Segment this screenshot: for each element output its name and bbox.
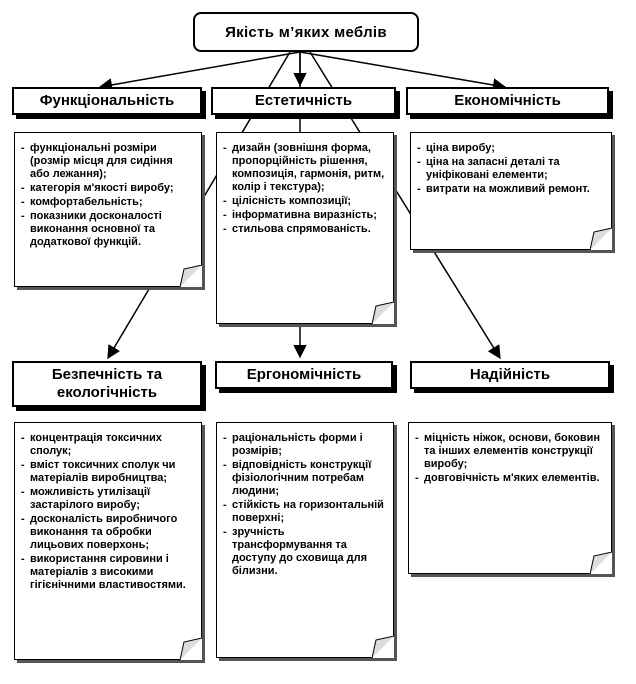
- list-item: - вміст токсичних сполук чи матеріалів виробництва;: [21, 459, 176, 484]
- list-item: - інформативна виразність;: [223, 209, 377, 221]
- reliability-list: [415, 432, 605, 485]
- header-aesthetics-label: Естетичність: [254, 92, 353, 109]
- header-economy-label: Економічність: [454, 92, 561, 109]
- note-ergonomics: [216, 422, 394, 658]
- page-fold-icon: [180, 265, 202, 287]
- list-item: - дизайн (зовнішня форма, пропорційність рішення, композиція, гармонія, ритм, колір і текстура);: [223, 142, 385, 193]
- list-item: - витрати на можливий ремонт.: [417, 183, 590, 195]
- list-item: - відповідність конструкції фізіологічним потребам людини;: [223, 459, 372, 497]
- header-aesthetics: [211, 87, 396, 115]
- header-functionality-label: Функціональність: [39, 92, 175, 109]
- page-fold-icon: [372, 302, 394, 324]
- list-item: - досконалість виробничого виконання та обробки лицьових поверхонь;: [21, 513, 178, 551]
- note-economy: [410, 132, 612, 250]
- list-item: - зручність трансформування та доступу до сховища для білизни.: [223, 526, 368, 577]
- list-item: - цілісність композиції;: [223, 195, 352, 207]
- list-item: - міцність ніжок, основи, боковин та інших елементів конструкції виробу;: [415, 432, 600, 470]
- aesthetics-list: [223, 142, 387, 236]
- list-item: - функціональні розміри (розмір місця для сидіння або лежання);: [21, 142, 173, 180]
- ergonomics-list: [223, 432, 387, 578]
- list-item: - стильова спрямованість.: [223, 223, 371, 235]
- note-reliability: [408, 422, 612, 574]
- header-reliability: [410, 361, 610, 389]
- list-item: - довговічність м'яких елементів.: [415, 472, 600, 484]
- page-fold-icon: [372, 636, 394, 658]
- header-ergonomics: [215, 361, 393, 389]
- page-fold-icon: [590, 552, 612, 574]
- page-fold-icon: [590, 228, 612, 250]
- page-fold-icon: [180, 638, 202, 660]
- list-item: - ціна виробу;: [417, 142, 495, 154]
- list-item: - стійкість на горизонтальній поверхні;: [223, 499, 384, 524]
- list-item: - використання сировини і матеріалів з високими гігієнічними властивостями.: [21, 553, 186, 591]
- list-item: - ціна на запасні деталі та уніфіковані елементи;: [417, 156, 560, 181]
- economy-list: [417, 142, 605, 196]
- header-economy: [406, 87, 609, 115]
- header-ergonomics-label: Ергономічність: [246, 366, 362, 383]
- list-item: - раціональність форми і розмірів;: [223, 432, 363, 457]
- root-title: Якість м’яких меблів: [225, 23, 387, 41]
- functionality-list: [21, 142, 195, 249]
- note-aesthetics: [216, 132, 394, 324]
- list-item: - комфортабельність;: [21, 196, 143, 208]
- arrow-to-functionality: [100, 52, 300, 87]
- header-safety-label: Безпечність та екологічність: [51, 366, 163, 401]
- header-safety: [12, 361, 202, 407]
- list-item: - можливість утилізації застарілого виробу;: [21, 486, 151, 511]
- note-functionality: [14, 132, 202, 287]
- note-safety: [14, 422, 202, 660]
- arrow-to-economy: [300, 52, 505, 87]
- header-functionality: [12, 87, 202, 115]
- root-title-box: [193, 12, 419, 52]
- list-item: - показники досконалості виконання основної та додаткової функцій.: [21, 210, 162, 248]
- safety-list: [21, 432, 195, 592]
- list-item: - категорія м'якості виробу;: [21, 182, 174, 194]
- header-reliability-label: Надійність: [469, 366, 551, 383]
- list-item: - концентрація токсичних сполук;: [21, 432, 162, 457]
